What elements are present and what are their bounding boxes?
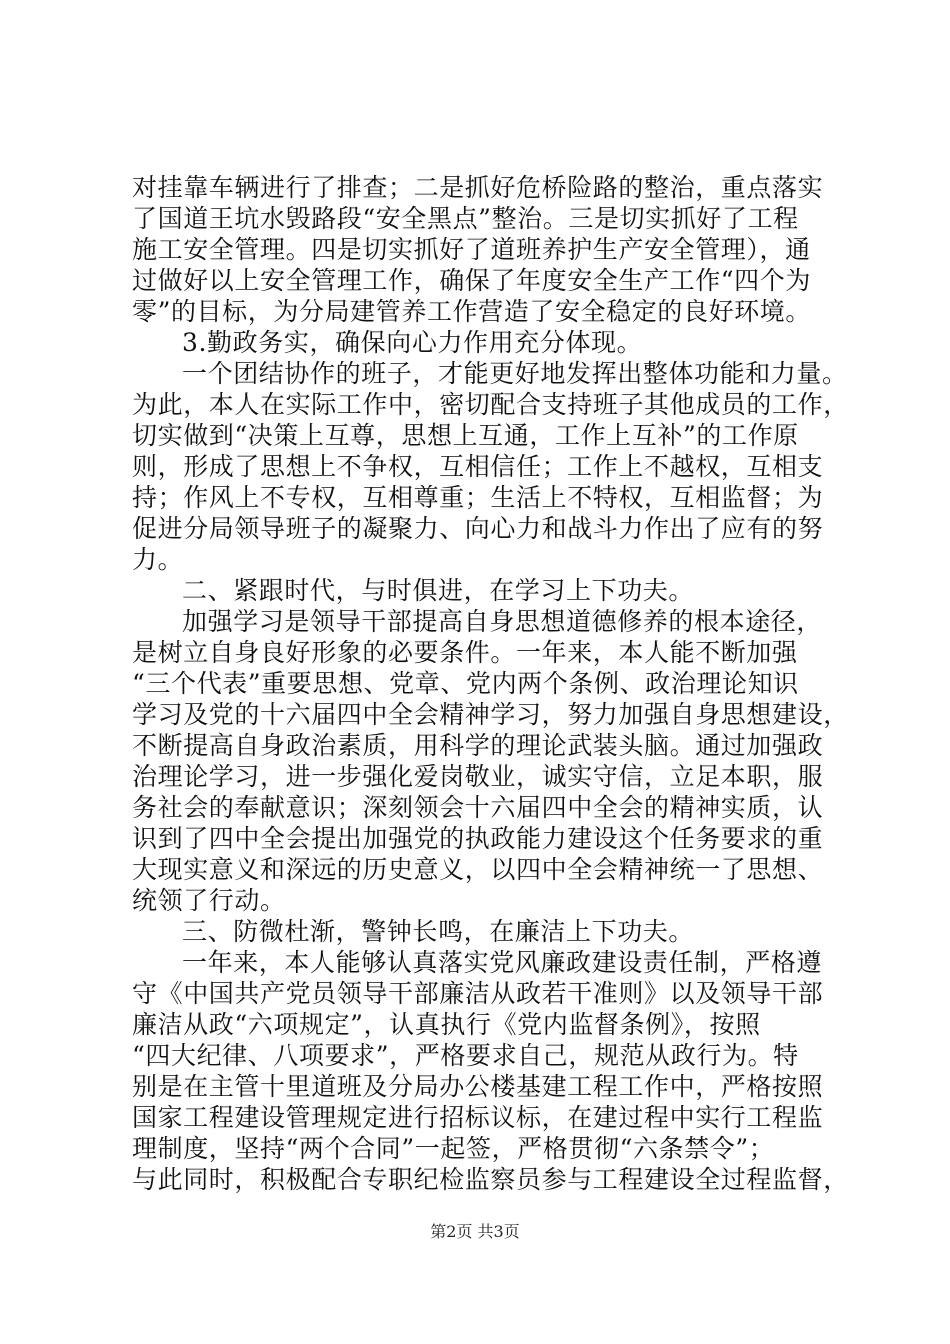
paragraph-start: 一个团结协作的班子，才能更好地发挥出整体功能和力量。	[182, 359, 848, 388]
text-line: 持；作风上不专权，互相尊重；生活上不特权，互相监督；为	[132, 483, 824, 512]
text-line: 是树立自身良好形象的必要条件。一年来，本人能不断加强	[132, 638, 798, 667]
text-line: 为此，本人在实际工作中，密切配合支持班子其他成员的工作，	[132, 390, 849, 419]
text-line: 国家工程建设管理规定进行招标议标，在建过程中实行工程监	[132, 1103, 824, 1132]
text-line: 施工安全管理。四是切实抓好了道班养护生产安全管理），通	[132, 235, 811, 264]
text-line: 则，形成了思想上不争权，互相信任；工作上不越权，互相支	[132, 452, 824, 481]
text-line: 别是在主管十里道班及分局办公楼基建工程工作中，严格按照	[132, 1072, 824, 1101]
text-line: 对挂靠车辆进行了排查；二是抓好危桥险路的整治，重点落实	[132, 173, 824, 202]
section-subheading: 3.勤政务实，确保向心力作用充分体现。	[182, 328, 643, 357]
text-line: 不断提高自身政治素质，用科学的理论武装头脑。通过加强政	[132, 731, 824, 760]
text-line: 过做好以上安全管理工作，确保了年度安全生产工作“四个为	[132, 266, 811, 295]
document-body	[132, 172, 849, 1195]
section-heading: 二、紧跟时代，与时俱进，在学习上下功夫。	[182, 576, 695, 605]
text-line: 理制度，坚持“两个合同”一起签，严格贯彻“六条禁令”；	[132, 1134, 775, 1163]
text-line: 促进分局领导班子的凝聚力、向心力和战斗力作出了应有的努	[132, 514, 824, 543]
text-line: 零”的目标，为分局建管养工作营造了安全稳定的良好环境。	[132, 297, 811, 326]
text-line: 力。	[132, 545, 184, 574]
text-line: 大现实意义和深远的历史意义，以四中全会精神统一了思想、	[132, 855, 824, 884]
paragraph-start: 一年来，本人能够认真落实党风廉政建设责任制，严格遵	[182, 948, 823, 977]
section-heading: 三、防微杜渐，警钟长鸣，在廉洁上下功夫。	[182, 917, 695, 946]
text-line: 务社会的奉献意识；深刻领会十六届四中全会的精神实质，认	[132, 793, 824, 822]
text-line: “三个代表”重要思想、党章、党内两个条例、政治理论知识	[132, 669, 799, 698]
text-line: 切实做到“决策上互尊，思想上互通，工作上互补”的工作原	[132, 421, 799, 450]
text-line: “四大纪律、八项要求”，严格要求自己，规范从政行为。特	[132, 1041, 799, 1070]
text-line: 守《中国共产党员领导干部廉洁从政若干准则》以及领导干部	[132, 979, 824, 1008]
paragraph-start: 加强学习是领导干部提高自身思想道德修养的根本途径，	[182, 607, 823, 636]
text-line: 统领了行动。	[132, 886, 286, 915]
text-line: 廉洁从政“六项规定”，认真执行《党内监督条例》，按照	[132, 1010, 761, 1039]
text-line: 学习及党的十六届四中全会精神学习，努力加强自身思想建设，	[132, 700, 849, 729]
page-number-footer: 第2页 共3页	[430, 1222, 520, 1241]
text-line: 与此同时，积极配合专职纪检监察员参与工程建设全过程监督，	[132, 1165, 849, 1194]
text-line: 识到了四中全会提出加强党的执政能力建设这个任务要求的重	[132, 824, 824, 853]
text-line: 治理论学习，进一步强化爱岗敬业，诚实守信，立足本职，服	[132, 762, 824, 791]
text-line: 了国道王坑水毁路段“安全黑点”整治。三是切实抓好了工程	[132, 204, 799, 233]
